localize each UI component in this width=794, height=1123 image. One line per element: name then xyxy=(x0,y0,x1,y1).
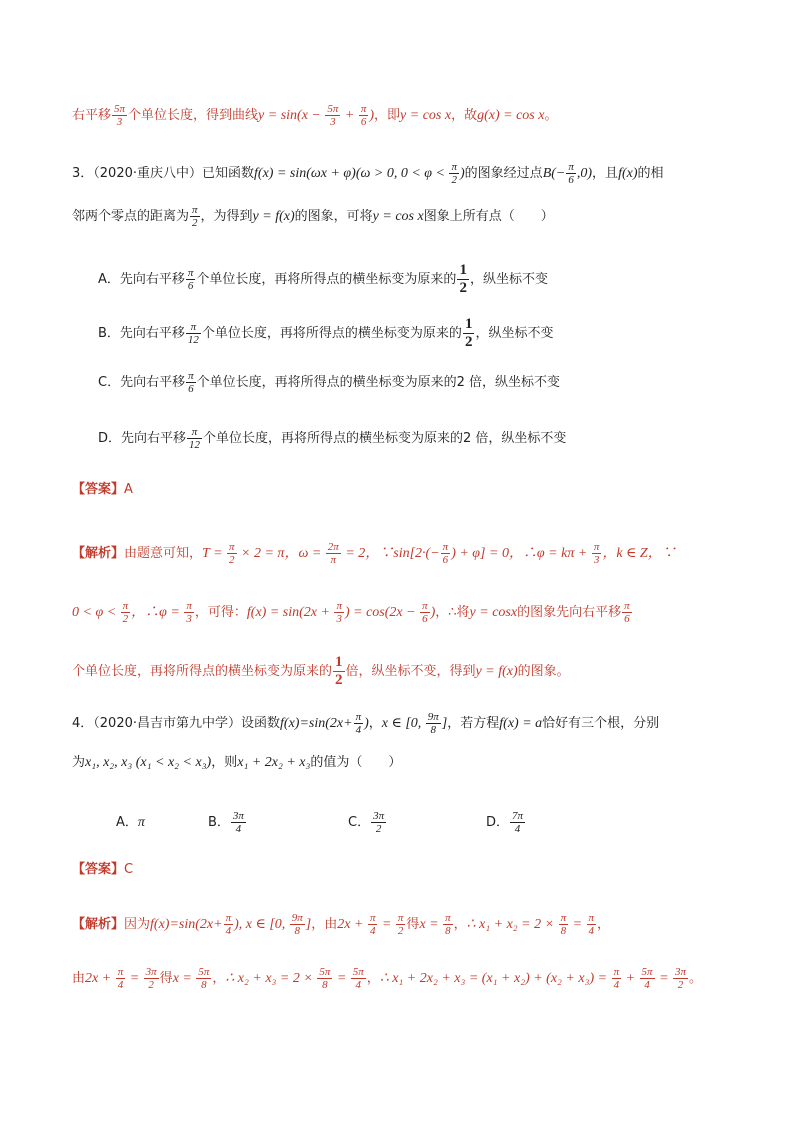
fraction xyxy=(449,161,459,186)
text-fragment: A． xyxy=(116,815,138,830)
text-fragment: y = f(x) xyxy=(475,664,518,679)
fraction xyxy=(592,541,602,566)
q3-analysis-line1 xyxy=(72,541,734,566)
text-fragment: π xyxy=(187,267,194,279)
fraction xyxy=(290,912,305,937)
text: 个单位长度，得到曲线 xyxy=(128,108,259,123)
text-fragment: 个单位长度，再将所得点的横坐标变为原来的 xyxy=(72,664,333,679)
text: ，故 xyxy=(451,108,478,123)
text-fragment: + xyxy=(622,971,639,986)
text-fragment: 2 xyxy=(677,979,684,991)
text-fragment: ，纵坐标不变 xyxy=(475,326,554,341)
text-fragment: π xyxy=(117,966,124,978)
text-fragment: 5π xyxy=(641,966,653,978)
text-fragment: 3π xyxy=(145,966,157,978)
text-fragment: 邻两个零点的距离为 xyxy=(72,209,190,224)
text-fragment: 的图象，可将 xyxy=(294,209,373,224)
text-fragment: ,0) xyxy=(576,166,593,181)
text-fragment: 3π xyxy=(675,966,687,978)
answer-tag: 【答案】 xyxy=(72,482,125,497)
text-fragment: 恰好有三个根，分别 xyxy=(542,716,660,731)
answer-tag: 【答案】 xyxy=(72,862,125,877)
text-fragment: 2 xyxy=(335,672,343,688)
text-fragment: 个单位长度，再将所得点的横坐标变为原来的 xyxy=(203,431,464,446)
fraction xyxy=(457,262,469,297)
text-fragment: C． xyxy=(348,815,371,830)
text-fragment: ， xyxy=(453,917,467,932)
text-fragment: π xyxy=(137,815,145,830)
text-fragment: 得 xyxy=(406,917,420,932)
fraction xyxy=(184,600,194,625)
text-fragment: 2 xyxy=(375,823,382,835)
text-fragment: π xyxy=(225,912,232,924)
text-fragment: π xyxy=(568,161,574,173)
answer-value: A xyxy=(124,482,133,497)
text-fragment: 6 xyxy=(188,383,194,395)
fraction xyxy=(640,966,655,991)
question-source: （2020·昌吉市第九中学） xyxy=(93,716,241,731)
text-fragment: f(x) = sin(2x + xyxy=(246,605,334,620)
text-fragment: 8 xyxy=(294,925,301,937)
q4-answer xyxy=(72,860,734,880)
text-fragment: x ∈ [0, xyxy=(381,716,425,731)
text-fragment: ∴φ = kπ + xyxy=(522,546,591,561)
text-fragment: f(x)=sin(2x+ xyxy=(150,917,223,932)
text-fragment: 的相 xyxy=(637,166,664,181)
text-fragment: 3 xyxy=(336,613,342,625)
text-fragment: 8 xyxy=(560,925,567,937)
text-fragment: 3 xyxy=(593,554,600,566)
text-fragment: 6 xyxy=(360,116,367,128)
text-fragment: 设函数 xyxy=(241,716,281,731)
text-fragment: 2 xyxy=(451,174,457,186)
analysis-tag: 【解析】 xyxy=(72,546,125,561)
text-fragment: 5π xyxy=(319,966,331,978)
text-fragment: 3π xyxy=(232,810,244,822)
text-fragment: = xyxy=(655,971,673,986)
math: g(x) = cos x xyxy=(477,108,545,123)
text-fragment: D． xyxy=(486,815,510,830)
text-fragment: 由 xyxy=(72,971,86,986)
text-fragment: 9π xyxy=(427,711,439,723)
text-fragment: 图象上所有点（ ） xyxy=(423,209,554,224)
text-fragment: π xyxy=(122,600,129,612)
fraction xyxy=(144,966,159,991)
text-fragment: ∴ x₂ + x₃ = 2 × xyxy=(225,971,317,986)
text-fragment: ) xyxy=(430,605,436,620)
fraction xyxy=(334,600,344,625)
text-fragment: π xyxy=(186,600,192,612)
text-fragment: ，为得到 xyxy=(200,209,253,224)
q3-analysis-line3 xyxy=(72,654,734,689)
fraction xyxy=(622,600,632,625)
text-fragment: 2 倍，纵坐标不变 xyxy=(456,375,561,390)
answer-value: C xyxy=(124,862,134,877)
math: ) xyxy=(369,108,375,123)
text-fragment: 2 xyxy=(464,334,473,350)
fraction xyxy=(463,316,475,351)
text-fragment: 8 xyxy=(430,724,437,736)
text-fragment: 6 xyxy=(187,280,194,292)
fraction xyxy=(396,912,406,937)
text-fragment: = xyxy=(333,971,350,986)
text-fragment: ∵sin[2·(− xyxy=(379,546,440,561)
text-fragment: x₁ + 2x₂ + x₃ xyxy=(237,755,311,770)
text-fragment: π xyxy=(560,912,567,924)
text-fragment: 的图象。 xyxy=(517,664,570,679)
text: 右平移 xyxy=(72,108,112,123)
text-fragment: π xyxy=(186,321,201,334)
text-fragment: f(x) = sin(ωx + φ)(ω > 0, 0 < φ < xyxy=(254,166,449,181)
text-fragment: 2 xyxy=(459,280,467,296)
fraction xyxy=(559,912,569,937)
text-fragment: π xyxy=(355,711,362,723)
text-fragment: y = f(x) xyxy=(252,209,295,224)
text-fragment: 1 xyxy=(335,654,343,670)
text-fragment: 4 xyxy=(355,979,362,991)
question-number: 4． xyxy=(72,716,94,731)
text-fragment: 3 xyxy=(330,116,336,128)
text-fragment: ) = cos(2x − xyxy=(344,605,420,620)
text-fragment: 5π xyxy=(114,103,126,115)
text-fragment: 2 xyxy=(192,217,198,229)
text: 。 xyxy=(544,108,558,123)
text-fragment: 3π xyxy=(373,810,385,822)
text-fragment: ∴ x₁ + 2x₂ + x₃ = (x₁ + x₂) + (x₂ + x₃) = xyxy=(379,971,611,986)
fraction xyxy=(371,810,386,835)
text-fragment: ∴ x₁ + x₂ = 2 × xyxy=(466,917,558,932)
text-fragment: 4 xyxy=(369,925,376,937)
fraction xyxy=(112,103,127,128)
q3-stem-line2 xyxy=(72,204,734,229)
text-fragment: ， xyxy=(368,716,382,731)
question-source: （2020·重庆八中） xyxy=(93,166,202,181)
text-fragment: ，且 xyxy=(592,166,619,181)
text-fragment: π xyxy=(330,554,337,566)
text-fragment: 的值为（ ） xyxy=(310,755,402,770)
q4-analysis-line2 xyxy=(72,966,734,991)
text-fragment: = 2， xyxy=(341,546,380,561)
text-fragment: 4 xyxy=(613,979,620,991)
fraction xyxy=(317,966,332,991)
text-fragment: 8 xyxy=(322,979,328,991)
text-fragment: 由题意可知， xyxy=(124,546,203,561)
fraction xyxy=(510,810,525,835)
q3-stem-line1 xyxy=(72,161,734,186)
text-fragment: C．先向右平移 xyxy=(98,375,186,390)
text-fragment: 6 xyxy=(568,174,574,186)
text-fragment: ] xyxy=(441,716,448,731)
q4-choices xyxy=(116,810,734,835)
q4-choice-c[interactable] xyxy=(348,810,486,835)
text-fragment: π xyxy=(188,370,194,382)
text-fragment: = xyxy=(126,971,143,986)
text-fragment: 7π xyxy=(512,810,524,822)
text-fragment: ，纵坐标不变 xyxy=(469,272,548,287)
text-fragment: π xyxy=(445,912,451,924)
top-line xyxy=(72,103,734,128)
text-fragment: D．先向右平移 xyxy=(98,431,187,446)
text-fragment: 4 xyxy=(514,823,521,835)
text-fragment: ，则 xyxy=(211,755,238,770)
text-fragment: 9π xyxy=(291,912,303,924)
text-fragment: ，∴φ = xyxy=(131,605,184,620)
text-fragment: 3 xyxy=(186,613,192,625)
fraction xyxy=(612,966,622,991)
text-fragment: B(− xyxy=(542,166,566,181)
text-fragment: f(x) xyxy=(618,166,638,181)
q3-answer xyxy=(72,480,734,500)
text-fragment: 4 xyxy=(117,979,124,991)
text-fragment: f(x) = a xyxy=(499,716,543,731)
text-fragment: x = xyxy=(172,971,196,986)
text-fragment: π xyxy=(588,912,595,924)
q4-choice-b[interactable] xyxy=(208,810,348,835)
fraction xyxy=(231,810,246,835)
fraction xyxy=(186,370,196,395)
text-fragment: π xyxy=(422,600,428,612)
text-fragment: ) xyxy=(364,716,369,731)
text-fragment: 已知函数 xyxy=(202,166,255,181)
text-fragment: 为 xyxy=(72,755,86,770)
text-fragment: y = cosx xyxy=(469,605,518,620)
fraction xyxy=(227,541,237,566)
fraction xyxy=(354,711,364,736)
fraction xyxy=(333,654,345,689)
text-fragment: 6 xyxy=(442,554,449,566)
fraction xyxy=(368,912,378,937)
text-fragment: π xyxy=(369,912,376,924)
text-fragment: π xyxy=(451,161,457,173)
fraction xyxy=(187,426,202,451)
text-fragment: 。 xyxy=(689,971,703,986)
text-fragment: ，可得： xyxy=(194,605,247,620)
text-fragment: 2x + xyxy=(337,917,367,932)
q4-stem-line2 xyxy=(72,753,734,773)
math: y = sin(x − xyxy=(258,108,325,123)
q3-option-b[interactable] xyxy=(98,316,734,351)
fraction xyxy=(325,103,340,128)
text-fragment: 2 xyxy=(397,925,404,937)
text-fragment: x₁, x₂, x₃ (x₁ < x₂ < x₃) xyxy=(85,755,212,770)
text-fragment: ω = xyxy=(298,546,325,561)
text-fragment: 2 倍，纵坐标不变 xyxy=(463,431,567,446)
q4-choice-a[interactable] xyxy=(116,813,208,833)
text-fragment: 4 xyxy=(235,823,242,835)
fraction xyxy=(426,711,441,736)
text-fragment: π xyxy=(192,204,198,216)
text-fragment: B． xyxy=(208,815,230,830)
text-fragment: f(x)=sin(2x+ xyxy=(280,716,353,731)
text-fragment: 12 xyxy=(187,334,199,346)
text-fragment: 0 < φ < xyxy=(72,605,120,620)
math: + xyxy=(341,108,358,123)
text-fragment: 5π xyxy=(198,966,210,978)
text-fragment: 2 xyxy=(148,979,154,991)
text-fragment: 6 xyxy=(422,613,428,625)
text-fragment: 6 xyxy=(624,613,630,625)
text-fragment: 个单位长度，再将所得点的横坐标变为原来的 xyxy=(196,272,457,287)
text-fragment: 4 xyxy=(225,925,232,937)
fraction xyxy=(116,966,126,991)
text-fragment: = xyxy=(569,917,586,932)
q3-option-d[interactable] xyxy=(98,426,734,451)
analysis-tag: 【解析】 xyxy=(72,917,125,932)
q3-analysis-line2 xyxy=(72,600,734,625)
text-fragment: 的图象先向右平移 xyxy=(517,605,622,620)
text-fragment: 5π xyxy=(327,103,339,115)
text-fragment: 2 xyxy=(229,554,235,566)
text-fragment: ，由 xyxy=(311,917,338,932)
fraction xyxy=(359,103,369,128)
fraction xyxy=(224,912,234,937)
fraction xyxy=(186,321,201,346)
text-fragment: π xyxy=(187,426,202,439)
text-fragment: 因为 xyxy=(124,917,151,932)
text-fragment: = xyxy=(378,917,395,932)
text-fragment: π xyxy=(624,600,630,612)
text-fragment: 8 xyxy=(201,979,207,991)
fraction xyxy=(190,204,200,229)
question-number: 3． xyxy=(72,166,94,181)
text-fragment: ， xyxy=(366,971,380,986)
text-fragment: y = cos x xyxy=(372,209,424,224)
text-fragment: 个单位长度，再将所得点的横坐标变为原来的 xyxy=(201,326,462,341)
math: y = cos x xyxy=(400,108,452,123)
q4-choice-d[interactable] xyxy=(486,810,526,835)
fraction xyxy=(326,541,341,566)
fraction xyxy=(351,966,366,991)
fraction xyxy=(673,966,688,991)
text-fragment: 倍，纵坐标不变，得到 xyxy=(345,664,476,679)
text-fragment: B．先向右平移 xyxy=(98,326,185,341)
fraction xyxy=(441,541,451,566)
fraction xyxy=(443,912,453,937)
text-fragment: π xyxy=(229,541,235,553)
text-fragment: 4 xyxy=(644,979,650,991)
text-fragment: 2π xyxy=(327,541,339,553)
fraction xyxy=(196,966,211,991)
text-fragment: 1 xyxy=(464,316,473,332)
text-fragment: A．先向右平移 xyxy=(98,272,185,287)
text-fragment: 4 xyxy=(355,724,362,736)
text-fragment: ) + φ] = 0， xyxy=(451,546,523,561)
fraction xyxy=(121,600,131,625)
q4-analysis-line1 xyxy=(72,912,734,937)
text-fragment: ，k ∈ Z，∵ xyxy=(602,546,676,561)
text-fragment: π xyxy=(613,966,620,978)
q3-option-a[interactable] xyxy=(98,262,734,297)
fraction xyxy=(420,600,430,625)
text-fragment: 12 xyxy=(189,439,201,451)
text-fragment: 4 xyxy=(588,925,595,937)
text-fragment: ] xyxy=(305,917,312,932)
text-fragment: 得 xyxy=(159,971,173,986)
text-fragment: × 2 = π， xyxy=(237,546,299,561)
text-fragment: ，若方程 xyxy=(447,716,500,731)
text-fragment: ，∴将 xyxy=(435,605,470,620)
text-fragment: 5π xyxy=(352,966,364,978)
text-fragment: 2x + xyxy=(85,971,115,986)
text-fragment: π xyxy=(360,103,367,115)
text-fragment: 的图象经过点 xyxy=(464,166,543,181)
q3-option-c[interactable] xyxy=(98,370,734,395)
q4-stem-line1 xyxy=(72,711,734,736)
text-fragment: 1 xyxy=(459,262,467,278)
text-fragment: π xyxy=(397,912,404,924)
text-fragment: π xyxy=(442,541,449,553)
text-fragment: 3 xyxy=(116,116,123,128)
text-fragment: ， xyxy=(597,917,611,932)
text: ，即 xyxy=(374,108,401,123)
text-fragment: ) xyxy=(460,166,465,181)
text-fragment: x = xyxy=(419,917,443,932)
text-fragment: π xyxy=(593,541,600,553)
text-fragment: 2 xyxy=(122,613,129,625)
text-fragment: 8 xyxy=(445,925,451,937)
fraction xyxy=(186,267,196,292)
fraction xyxy=(587,912,597,937)
text-fragment: T = xyxy=(202,546,227,561)
text-fragment: ), x ∈ [0, xyxy=(234,917,289,932)
fraction xyxy=(566,161,576,186)
text-fragment: 个单位长度，再将所得点的横坐标变为原来的 xyxy=(196,375,457,390)
text-fragment: π xyxy=(336,600,342,612)
text-fragment: ， xyxy=(212,971,226,986)
